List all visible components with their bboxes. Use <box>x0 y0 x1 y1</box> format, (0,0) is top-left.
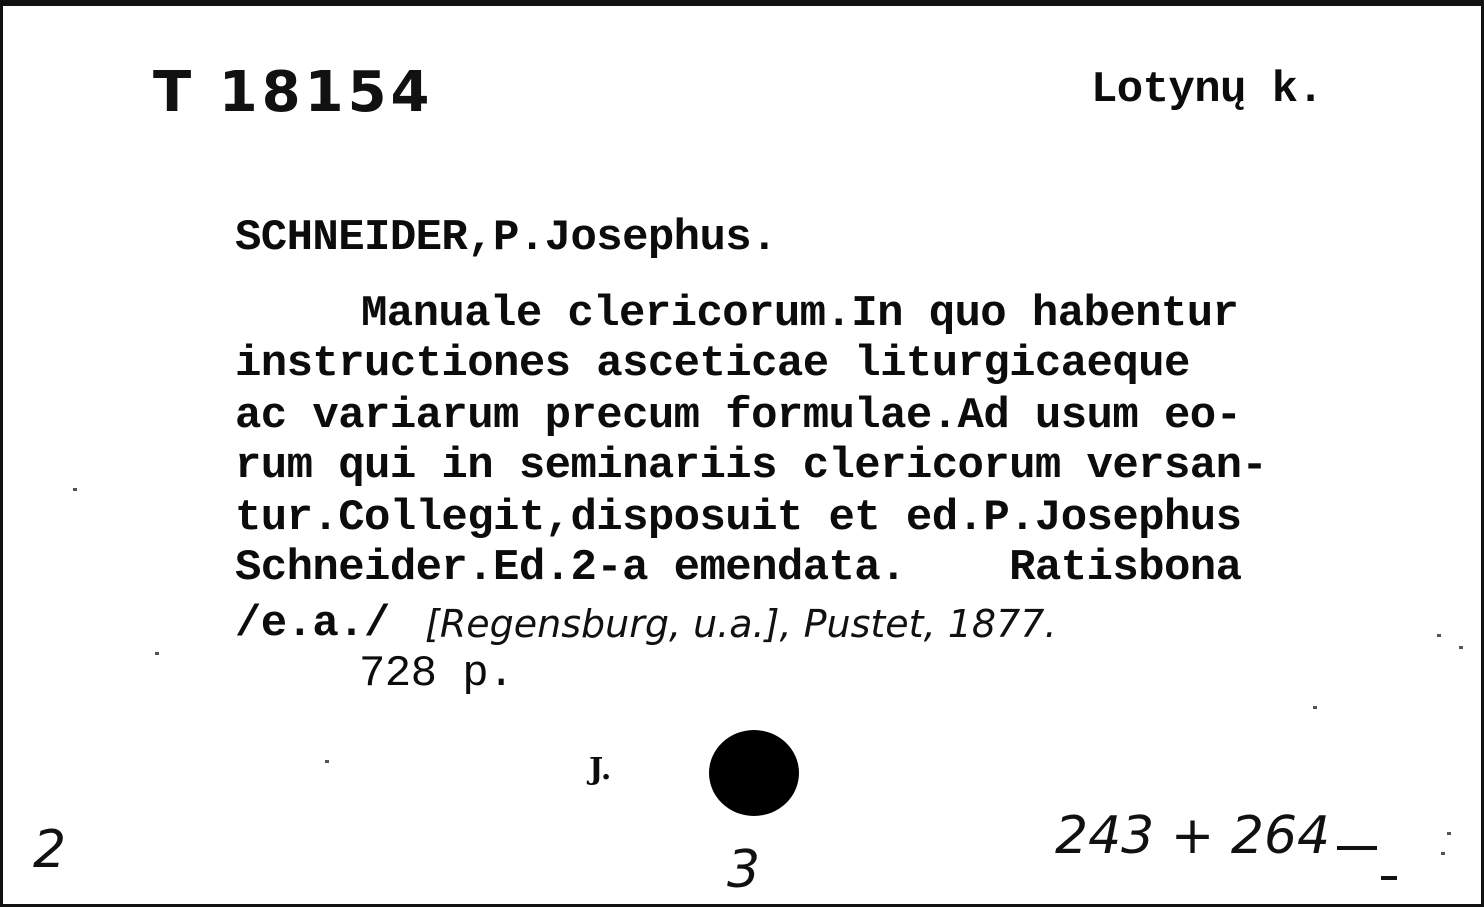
title-line: tur.Collegit,disposuit et ed.P.Josephus <box>235 493 1242 543</box>
speck <box>1437 634 1441 637</box>
speck <box>155 652 159 655</box>
imprint-handwritten: [Regensburg, u.a.], Pustet, 1877. <box>425 602 1057 646</box>
punch-hole <box>709 730 799 816</box>
call-number: T 18154 <box>153 60 434 125</box>
title-line: instructiones asceticae liturgicaeque <box>235 339 1190 389</box>
speck <box>1459 646 1463 649</box>
pages: 728 p. <box>359 649 514 699</box>
language-note: Lotynų k. <box>1091 65 1324 115</box>
title-line: Manuale clericorum.In quo habentur <box>361 289 1239 339</box>
title-line: Schneider.Ed.2-a emendata. Ratisbona <box>235 543 1242 593</box>
handwritten-numbers: 243 + 264 <box>1055 806 1331 866</box>
left-mark: 2 <box>33 820 67 880</box>
bottom-number: 3 <box>727 840 761 900</box>
ink-dash <box>1381 876 1397 880</box>
imprint-typed: /e.a./ <box>235 599 390 649</box>
speck <box>325 760 329 763</box>
author-heading: SCHNEIDER,P.Josephus. <box>235 213 777 263</box>
title-line: rum qui in seminariis clericorum versan- <box>235 441 1268 491</box>
title-line: ac variarum precum formulae.Ad usum eo- <box>235 391 1242 441</box>
speck <box>1313 706 1317 709</box>
speck <box>1447 832 1451 835</box>
card-top-edge <box>3 0 1484 6</box>
stamp-mark: J. <box>589 752 612 787</box>
speck <box>1441 852 1445 855</box>
ink-dash <box>1337 846 1377 850</box>
speck <box>73 488 77 491</box>
